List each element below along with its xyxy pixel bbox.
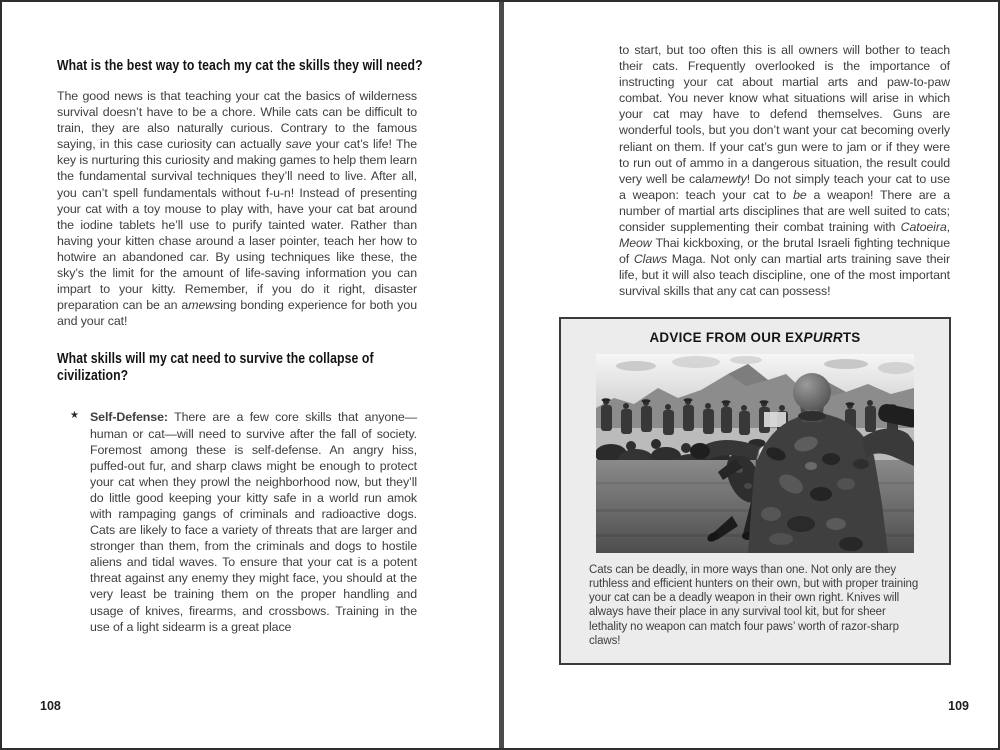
soldiers-martial-arts-demo-photo xyxy=(596,354,914,553)
left-page-content xyxy=(57,58,423,635)
paragraph-teaching-basics: The good news is that teaching your cat the basics of wilderness survival doesn’t have to be a chore. While cats can be difficult to train, they are also naturally curious. Contrary to the famous saying, in this case curiosity can actually save your cat’s life! The key is nurturing this curiosity and making games to help them learn the fundamental survival techniques they’ll need to live. After all, you can’t spell fundamentals without f-u-n! Instead of presenting your cat with a toy mouse to play with, have your cat bat around the iodine tablets he’ll use to purify tainted water. Rather than having your kitten chase around a laser pointer, teach her how to hotwire an abandoned car. By using techniques like these, the sky’s the limit for the amount of life-saving information you can impart to your kitty. Remember, if you do it right, disaster preparation can be an amewsing bonding experience for both you and your cat! xyxy=(57,89,417,329)
bullet-self-defense-text: Self-Defense: There are a few core skills that anyone—human or cat—will need to survive after the fall of society. Foremost among these is self-defense. An angry hiss, puffed-out fur, and sharp claws might be enough to protect your cat when they prowl the neighborhood now, but they’ll do little good keeping your kitty safe in a world run amok with rampaging gangs of criminals and radioactive dogs. Cats are likely to face a variety of threats that are larger and stronger than them, from the criminals and dogs to hostile aliens and tidal waves. To ensure that your cat is a potent threat against any enemy they might face, you should at the very least be training them on the proper handling and usage of knives, firearms, and crossbows. Training in the use of a light sidearm is a great place xyxy=(90,410,417,634)
page-number-left: 108 xyxy=(40,699,61,713)
paragraph-martial-arts: to start, but too often this is all owners will bother to teach their cats. Frequently overlooked is the importance of instructing your cat about martial arts and paw-to-paw combat. You never know what situations will arise in which your cat may have to defend themselves. Guns are wonderful tools, but you don’t want your cat becoming overly reliant on them. If your cat’s gun were to jam or if they were to run out of ammo in a dangerous situation, the result could very well be calamewty! Do not simply teach your cat to use a weapon: teach your cat to be a weapon! There are a number of martial arts disciplines that are well suited to cats; consider supplementing their combat training with Catoeira, Meow Thai kickboxing, or the brutal Israeli fighting technique of Claws Maga. Not only can martial arts training save their life, but it will also teach discipline, one of the most important survival skills that any cat can possess! xyxy=(619,43,950,299)
photo-illustration xyxy=(596,354,914,553)
page-number-right: 109 xyxy=(948,699,969,713)
star-bullet-icon: ★ xyxy=(70,410,79,422)
advice-box-title: ADVICE FROM OUR EXPURRTS xyxy=(649,329,861,345)
heading-teach-skills: What is the best way to teach my cat the skills they will need? xyxy=(57,58,423,74)
right-page-content xyxy=(589,42,950,665)
advice-box-caption: Cats can be deadly, in more ways than one. Not only are they ruthless and efficient hunters on their own, but with proper training your cat can be a deadly weapon in their own right. Knives will always have their place in any survival tool kit, but for sheer lethality no weapon can match four paws’ worth of razor-sharp claws! xyxy=(589,563,919,647)
heading-survival-skills: What skills will my cat need to survive the collapse of civilization? xyxy=(57,351,374,385)
advice-box xyxy=(559,317,951,666)
page-right xyxy=(503,2,1000,748)
page-left xyxy=(2,2,499,748)
bullet-item-self-defense xyxy=(57,409,417,634)
